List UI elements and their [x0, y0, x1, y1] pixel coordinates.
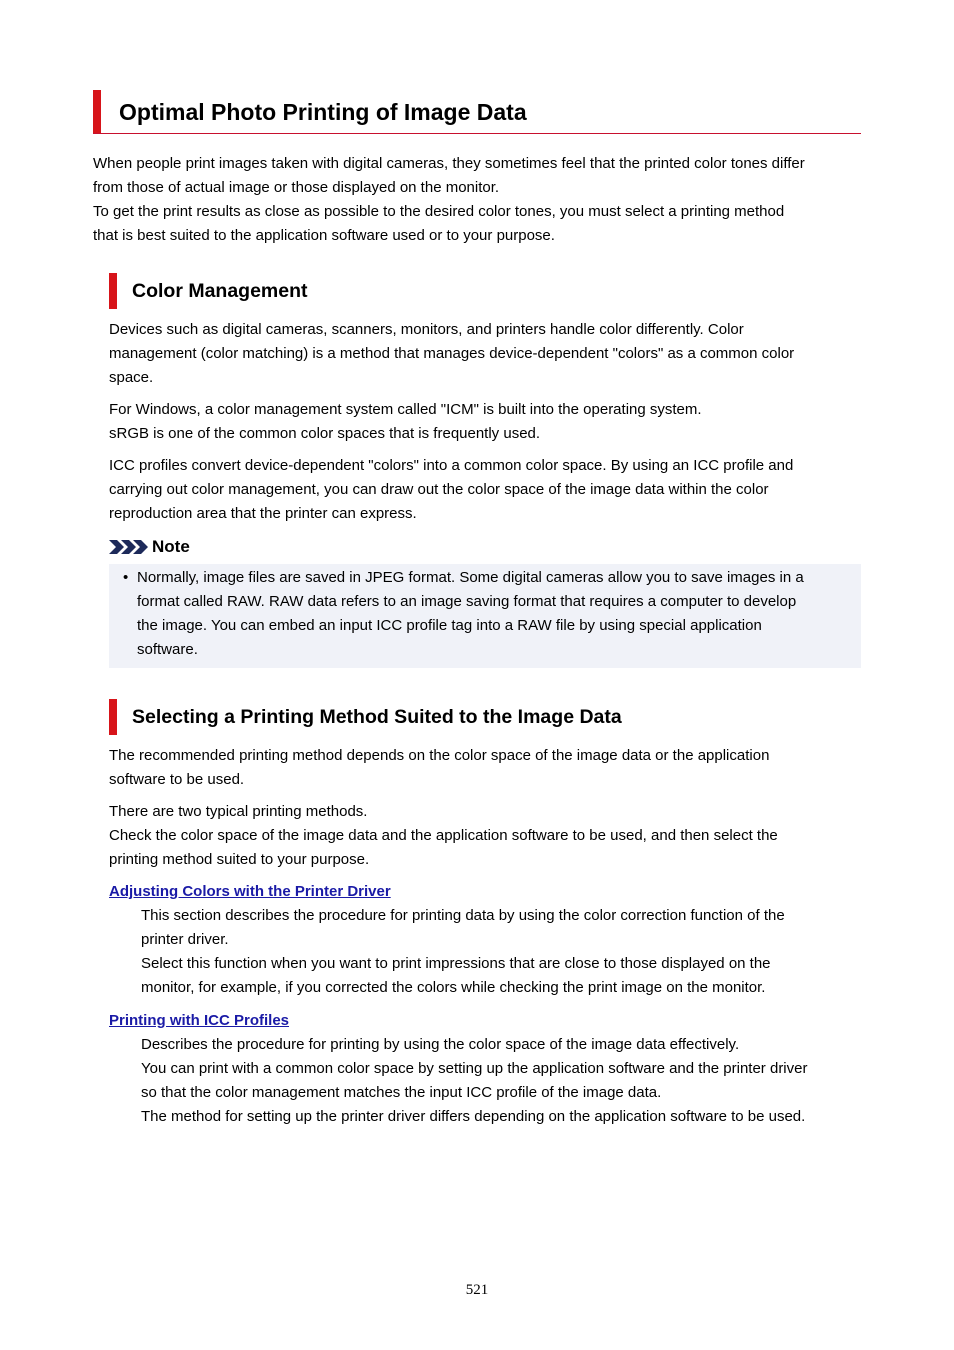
section-heading-color-management: [109, 273, 869, 309]
color-management-paragraph-2: [109, 398, 702, 446]
selecting-paragraph-2: [109, 800, 778, 872]
paragraph-line: For Windows, a color management system called "ICM" is built into the operating system.: [109, 401, 702, 418]
link1-description: [141, 904, 785, 1000]
paragraph-line: printing method suited to your purpose.: [109, 851, 370, 868]
paragraph-line: reproduction area that the printer can express.: [109, 505, 417, 522]
description-line: This section describes the procedure for printing data by using the color correction function of the: [141, 907, 785, 924]
note-line: Normally, image files are saved in JPEG format. Some digital cameras allow you to save images in a: [137, 569, 804, 586]
selecting-paragraph-1: [109, 744, 769, 792]
link2-description: [141, 1033, 807, 1129]
intro-line: When people print images taken with digital cameras, they sometimes feel that the printed color tones differ: [93, 155, 805, 172]
heading-accent-bar: [93, 90, 101, 133]
page-heading: [93, 90, 861, 134]
note-chevrons-icon: [109, 540, 149, 554]
paragraph-line: space.: [109, 369, 154, 386]
note-box: [109, 564, 861, 668]
intro-line: from those of actual image or those displayed on the monitor.: [93, 179, 500, 196]
paragraph-line: sRGB is one of the common color spaces that is frequently used.: [109, 425, 541, 442]
section-heading-selecting-method: [109, 699, 869, 735]
description-line: Select this function when you want to print impressions that are close to those displayed on the: [141, 955, 771, 972]
section-title: Selecting a Printing Method Suited to the Image Data: [132, 706, 622, 728]
note-text: [137, 566, 804, 662]
note-header: [109, 535, 309, 559]
section-accent-bar: [109, 699, 117, 735]
link-printing-with-icc-profiles[interactable]: Printing with ICC Profiles: [109, 1012, 290, 1029]
paragraph-line: There are two typical printing methods.: [109, 803, 368, 820]
page-number: 521: [465, 1282, 489, 1298]
note-label: Note: [152, 537, 190, 556]
section-title: Color Management: [132, 280, 308, 302]
paragraph-line: software to be used.: [109, 771, 245, 788]
description-line: The method for setting up the printer driver differs depending on the application software to be used.: [141, 1108, 806, 1125]
color-management-paragraph-3: [109, 454, 793, 526]
bullet-marker: •: [123, 569, 129, 586]
paragraph-line: ICC profiles convert device-dependent "colors" into a common color space. By using an ICC profile and: [109, 457, 794, 474]
note-line: the image. You can embed an input ICC profile tag into a RAW file by using special application: [137, 617, 762, 634]
description-line: Describes the procedure for printing by using the color space of the image data effectively.: [141, 1036, 740, 1053]
note-line: format called RAW. RAW data refers to an image saving format that requires a computer to develop: [137, 593, 797, 610]
color-management-paragraph-1: [109, 318, 794, 390]
page-title: Optimal Photo Printing of Image Data: [119, 99, 527, 125]
intro-line: that is best suited to the application software used or to your purpose.: [93, 227, 555, 244]
section-accent-bar: [109, 273, 117, 309]
paragraph-line: management (color matching) is a method that manages device-dependent "colors" as a common color: [109, 345, 795, 362]
description-line: You can print with a common color space by setting up the application software and the printer driver: [141, 1060, 808, 1077]
note-line: software.: [137, 641, 198, 658]
intro-line: To get the print results as close as possible to the desired color tones, you must select a printing method: [93, 203, 785, 220]
description-line: monitor, for example, if you corrected the colors while checking the print image on the monitor.: [141, 979, 766, 996]
link-adjusting-colors-printer-driver[interactable]: Adjusting Colors with the Printer Driver: [109, 883, 391, 900]
paragraph-line: Check the color space of the image data and the application software to be used, and then select the: [109, 827, 778, 844]
paragraph-line: carrying out color management, you can draw out the color space of the image data within the color: [109, 481, 769, 498]
paragraph-line: The recommended printing method depends on the color space of the image data or the application: [109, 747, 770, 764]
description-line: printer driver.: [141, 931, 229, 948]
intro-paragraph: [93, 152, 805, 248]
paragraph-line: Devices such as digital cameras, scanners, monitors, and printers handle color differently. Color: [109, 321, 744, 338]
description-line: so that the color management matches the input ICC profile of the image data.: [141, 1084, 662, 1101]
